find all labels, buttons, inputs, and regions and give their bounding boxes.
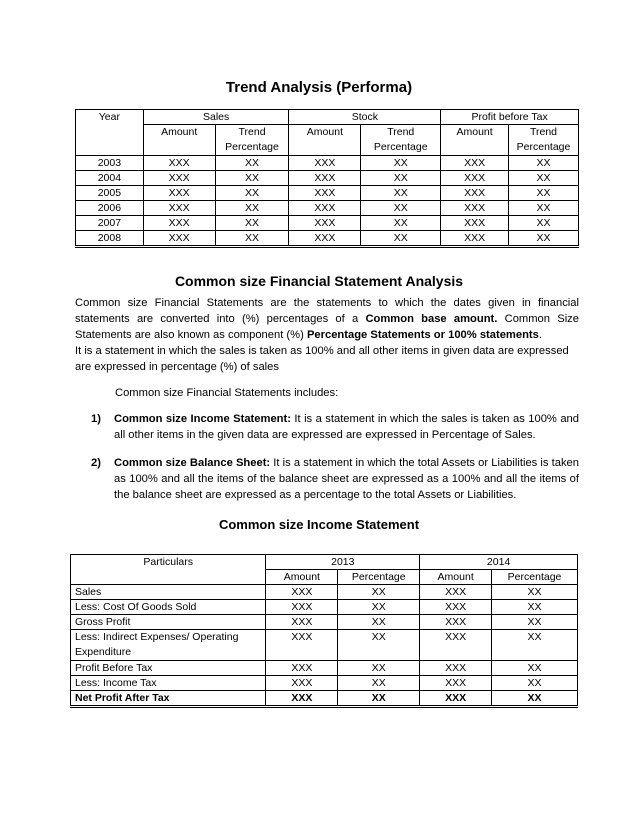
statement-list-item-2 [75,455,579,503]
trend-analysis-table [75,109,579,248]
table-row: Less: Indirect Expenses/ Operating Expenditure XXX XX XXX XX [71,630,578,661]
trend-analysis-title: Trend Analysis (Performa) [225,79,413,96]
pbt-amount-header: Amount [441,125,509,156]
table-row: 2006 XXX XX XXX XX XXX XX [76,201,579,216]
stock-trend-header: Trend Percentage [361,125,441,156]
table-row: Gross Profit XXX XX XXX XX [71,615,578,630]
table-row: Sales XXX XX XXX XX [71,585,578,600]
table-row: 2005 XXX XX XXX XX XXX XX [76,186,579,201]
sales-amount-header: Amount [143,125,215,156]
table-row: 2007 XXX XX XXX XX XXX XX [76,216,579,231]
year-2014-header: 2014 [420,555,578,570]
table-row: Profit Before Tax XXX XX XXX XX [71,661,578,676]
sales-base-paragraph: It is a statement in which the sales is taken as 100% and all other items in given data are expressed are expressed in percentage (%) of sales [75,345,569,373]
table-row: 2003 XXX XX XXX XX XXX XX [76,156,579,171]
table-row-total: Net Profit After Tax XXX XX XXX XX [71,691,578,707]
amount-2014-header: Amount [420,570,492,585]
stock-amount-header: Amount [289,125,361,156]
stock-header: Stock [289,110,441,125]
amount-2013-header: Amount [266,570,338,585]
common-size-analysis-title: Common size Financial Statement Analysis [174,273,464,289]
statement-list-item-1 [75,411,579,443]
percentage-2013-header: Percentage [338,570,420,585]
definition-paragraph: Common size Financial Statements are the statements to which the dates given in financial statements are converted into (%) percentages of a Common base amount. Common Size Statements are also known as component (%) Percentage Statements or 100% statements. [75,297,579,341]
includes-paragraph: Common size Financial Statements includes: [115,387,339,399]
income-statement-title: Common size Income Statement [218,517,420,532]
income-statement-table [70,554,578,708]
income-header-row-1 [71,555,578,570]
table-row: Less: Income Tax XXX XX XXX XX [71,676,578,691]
trend-header-row-2 [76,125,579,156]
list-item: 1) Common size Income Statement: It is a statement in which the sales is taken as 100% and all other items in the given data are expressed are expressed in Percentage of Sales. [91,413,579,441]
profit-before-tax-header: Profit before Tax [441,110,579,125]
sales-header: Sales [143,110,289,125]
list-item: 2) Common size Balance Sheet: It is a statement in which the total Assets or Liabilities is taken as 100% and all the items of the balance sheet are expressed as a 100% and all the items of the balance sheet are expressed as a percentage to the total Assets or Liabilities. [91,457,580,501]
trend-header-row-1 [76,110,579,125]
table-row: Less: Cost Of Goods Sold XXX XX XXX XX [71,600,578,615]
particulars-header-blank [71,570,266,585]
year-2013-header: 2013 [266,555,420,570]
percentage-2014-header: Percentage [492,570,578,585]
table-row: 2008 XXX XX XXX XX XXX XX [76,231,579,247]
sales-trend-header: Trend Percentage [215,125,289,156]
income-header-row-2 [71,570,578,585]
table-row: 2004 XXX XX XXX XX XXX XX [76,171,579,186]
year-header: Year [76,110,144,125]
year-header-blank [76,125,144,156]
particulars-header: Particulars [71,555,266,570]
pbt-trend-header: Trend Percentage [509,125,579,156]
